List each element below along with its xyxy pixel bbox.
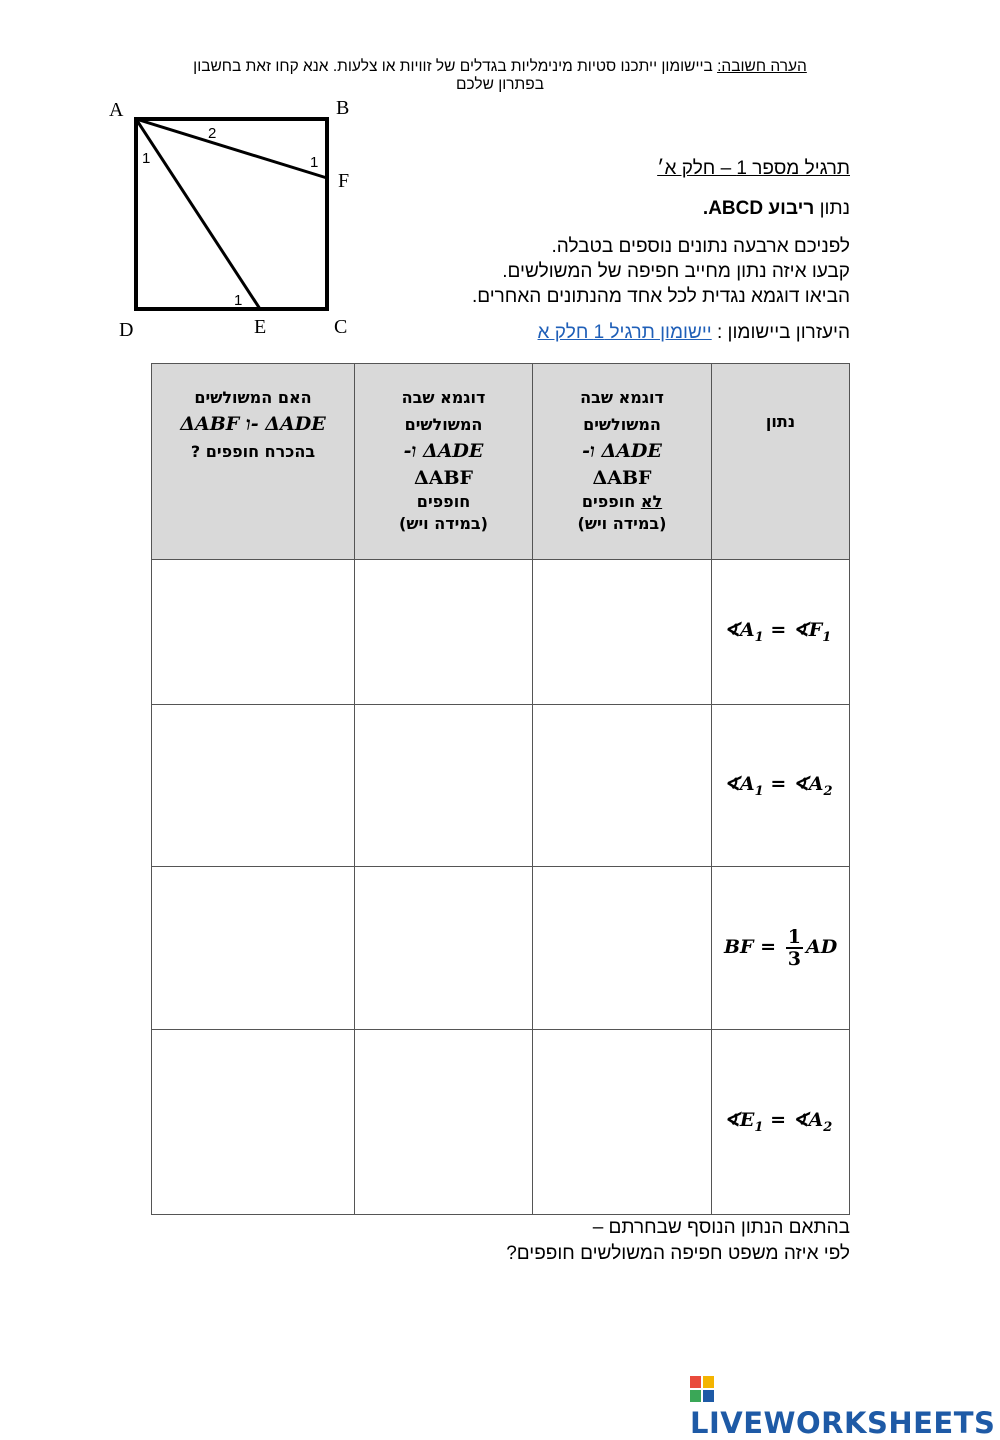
note-label: הערה חשובה:	[717, 58, 807, 75]
header-necessarily-congruent: האם המשולשים ΔADE -ו ΔABF בהכרח חופפים ?	[152, 364, 355, 560]
angle-a2-label: 2	[208, 125, 217, 142]
answer-table	[151, 363, 850, 1215]
table-row	[152, 867, 850, 1030]
instruction-line: קבעו איזה נתון מחייב חפיפה של המשולשים.	[502, 261, 850, 282]
exercise-title: תרגיל מספר 1 – חלק א׳	[657, 158, 850, 179]
answer-cell-necessarily[interactable]	[152, 705, 355, 867]
table-row	[152, 560, 850, 705]
given-statement	[703, 198, 850, 220]
important-note	[160, 58, 840, 94]
angle-a1-label: 1	[142, 150, 151, 167]
footer-line: בהתאם הנתון הנוסף שבחרתם –	[592, 1217, 850, 1238]
helper-link[interactable]: יישומון תרגיל 1 חלק א	[537, 322, 712, 343]
given-bold: ריבוע ABCD.	[702, 198, 815, 219]
answer-cell-not-congruent[interactable]	[533, 1030, 712, 1215]
segment-ae	[136, 119, 260, 309]
vertex-d: D	[119, 319, 134, 341]
given-prefix: נתון	[814, 198, 850, 219]
square-diagram	[105, 92, 365, 342]
note-text-line2: בפתרון שלכם	[456, 76, 544, 93]
header-not-congruent: דוגמא שבה המשולשים ΔADE ו- ΔABF לא חופפים (במידה ויש)	[533, 364, 712, 560]
vertex-c: C	[334, 316, 348, 338]
given-cell-1: $∢A_1$ = $∢F_1$	[712, 560, 850, 705]
helper-text: היעזרון ביישומון :	[711, 322, 850, 343]
given-cell-4: $∢E_1$ = $∢A_2$	[712, 1030, 850, 1215]
brand-name: LIVEWORKSHEETS	[690, 1406, 996, 1440]
vertex-f: F	[338, 170, 350, 192]
answer-cell-necessarily[interactable]	[152, 1030, 355, 1215]
vertex-e: E	[254, 316, 267, 338]
liveworksheets-logo-icon	[690, 1376, 714, 1402]
angle-e1-label: 1	[234, 292, 243, 309]
table-row	[152, 705, 850, 867]
footer-question	[506, 1215, 850, 1267]
table-header-row	[152, 364, 850, 560]
liveworksheets-logo	[690, 1372, 1000, 1440]
header-congruent: דוגמא שבה המשולשים ΔADE ו- ΔABF חופפים (במידה ויש)	[355, 364, 533, 560]
footer-line: לפי איזה משפט חפיפה המשולשים חופפים?	[506, 1243, 850, 1264]
answer-cell-congruent[interactable]	[355, 560, 533, 705]
vertex-a: A	[109, 99, 124, 121]
note-text: ביישומון ייתכנו סטיות מינימליות בגדלים של זוויות או צלעות. אנא קחו זאת בחשבון	[193, 58, 718, 75]
vertex-b: B	[336, 97, 350, 119]
angle-f1-label: 1	[310, 154, 319, 171]
instruction-line: הביאו דוגמא נגדית לכל אחד מהנתונים האחרים.	[471, 286, 850, 307]
answer-cell-congruent[interactable]	[355, 867, 533, 1030]
segment-af	[136, 119, 327, 178]
answer-cell-congruent[interactable]	[355, 1030, 533, 1215]
answer-cell-not-congruent[interactable]	[533, 560, 712, 705]
instructions	[472, 234, 850, 309]
answer-cell-necessarily[interactable]	[152, 560, 355, 705]
given-cell-2: $∢A_1$ = $∢A_2$	[712, 705, 850, 867]
answer-cell-congruent[interactable]	[355, 705, 533, 867]
header-given: נתון	[712, 364, 850, 560]
answer-cell-necessarily[interactable]	[152, 867, 355, 1030]
answer-cell-not-congruent[interactable]	[533, 705, 712, 867]
answer-cell-not-congruent[interactable]	[533, 867, 712, 1030]
table-row	[152, 1030, 850, 1215]
given-cell-3: BF = $\frac{1}{3}$ AD	[712, 867, 850, 1030]
instruction-line: לפניכם ארבעה נתונים נוספים בטבלה.	[551, 236, 850, 257]
helper-line	[538, 322, 850, 344]
fraction: $\frac{1}{3}$	[787, 926, 801, 970]
